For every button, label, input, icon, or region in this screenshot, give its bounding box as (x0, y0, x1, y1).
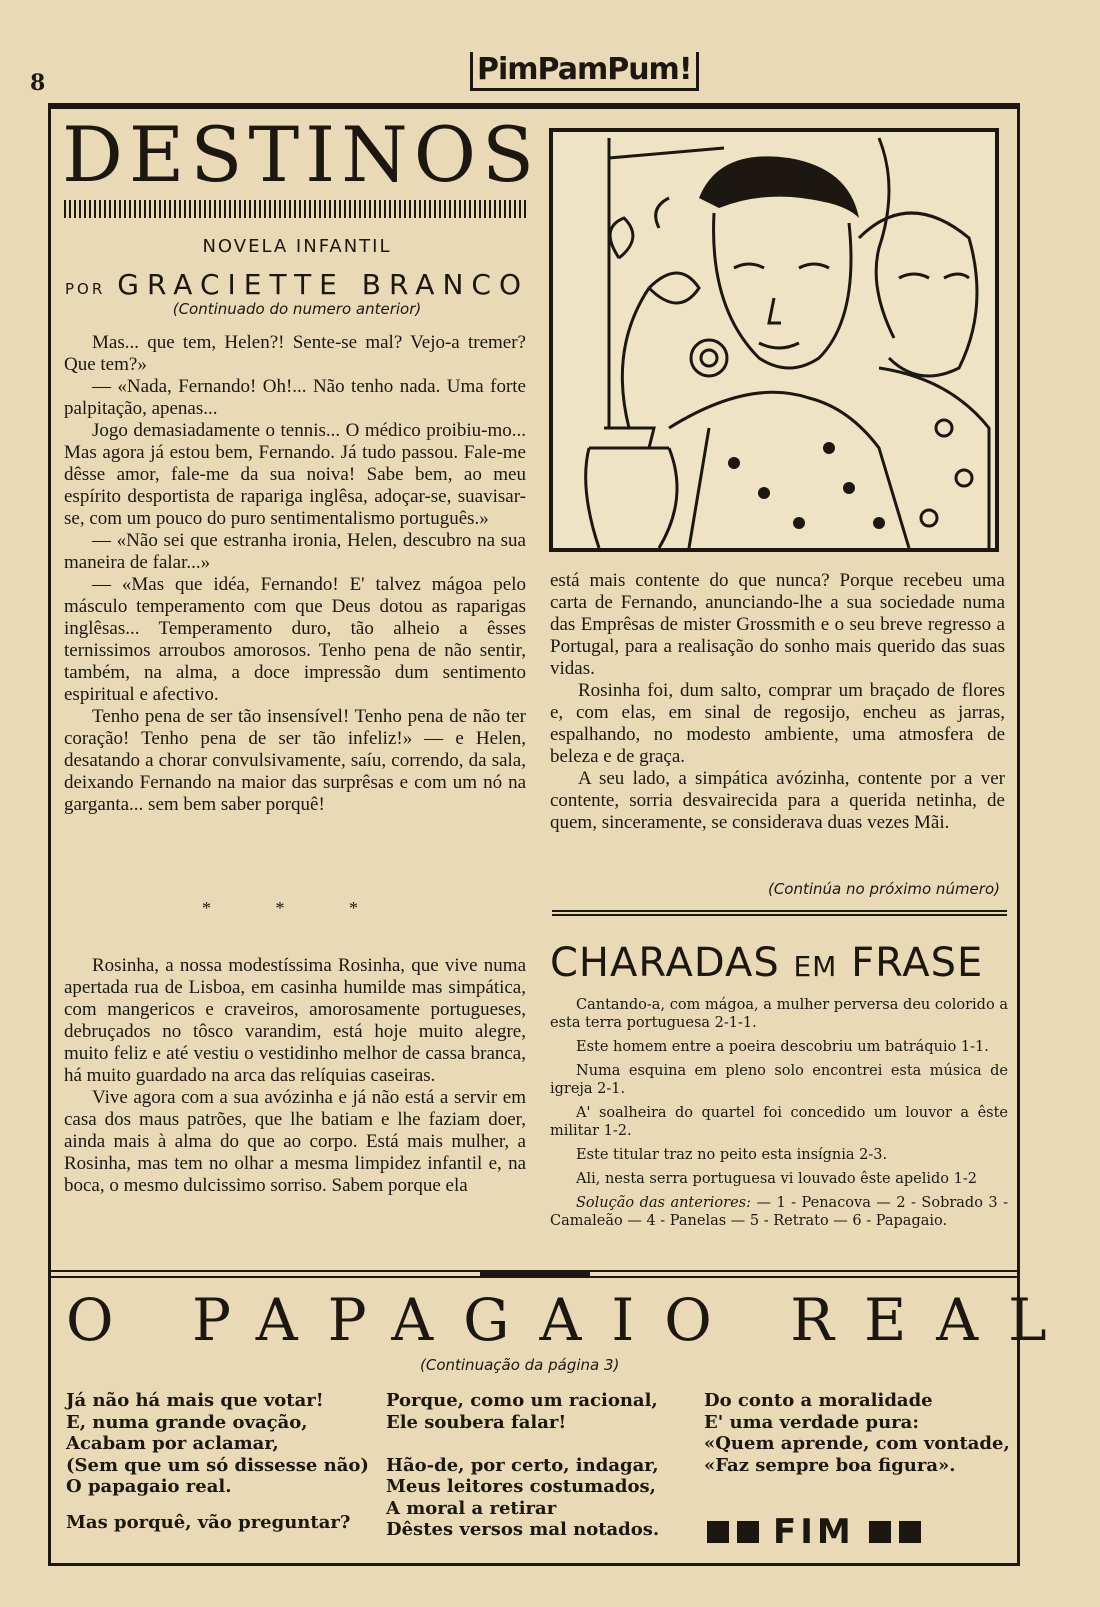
bottom-rule (50, 1270, 1018, 1278)
charadas-solution (550, 1194, 1008, 1230)
solution-label: Solução das anteriores: (576, 1195, 751, 1211)
author-prefix: POR (65, 280, 106, 298)
decorative-stripes (64, 200, 526, 218)
charada-item: Numa esquina em pleno solo encontrei esta música de igreja 2-1. (550, 1063, 1008, 1097)
paragraph: Rosinha, a nossa modestíssima Rosinha, que vive numa apertada rua de Lisboa, em casinha humilde mas simpática, com mangericos e craveiros, amorosamente portugueses, debruçados no tôsco varandim, está hoje muito alegre, muito feliz e até vestiu o vestidinho melhor de cassa branca, há muito guardado na arca das relíquias caseiras. (64, 955, 526, 1086)
verse-stanza-1: Já não há mais que votar! E, numa grande ovação, Acabam por aclamar, (Sem que um só dissesse não) O papagaio real. (66, 1390, 369, 1497)
charada-item: Cantando-a, com mágoa, a mulher perversa deu colorido a esta terra portuguesa 2-1-1. (550, 997, 1008, 1031)
charada-item: Este homem entre a poeira descobriu um batráquio 1-1. (576, 1039, 989, 1055)
novel-author (62, 268, 532, 301)
verse-stanza-1b: Mas porquê, vão preguntar? (66, 1512, 351, 1533)
charadas-title (550, 940, 1010, 986)
novel-illustration (549, 128, 999, 552)
paragraph: Vive agora com a sua avózinha e já não está a servir em casa dos maus patrões, que lhe batiam e lhe faziam doer, ainda mais à alma do que ao corpo. Está mais mulher, a Rosinha, mas tem no olhar a mesma limpidez infantil e, na boca, o mesmo dulcissimo sorriso. Sabem porque ela (64, 1087, 526, 1196)
section-separator: * * * (202, 898, 388, 918)
paragraph: — «Mas que idéa, Fernando! E' talvez mágoa pelo másculo temperamento com que Deus dotou as raparigas inglêsas... Temperamento duro, tão alheio a êsses ternissimos arroubos amorosos. Tenho pena de não sentir, também, na alma, a doce impressão dum sentimento espiritual e afectivo. (64, 574, 526, 705)
charadas-title-word: CHARADAS (550, 940, 780, 986)
papagaio-continued-note: (Continuação da página 3) (420, 1356, 620, 1374)
novel-text-part-1 (64, 332, 526, 816)
charada-item: Ali, nesta serra portuguesa vi louvado êste apelido 1-2 (576, 1171, 977, 1187)
author-name: GRACIETTE BRANCO (117, 268, 529, 301)
novel-text-part-3 (550, 570, 1005, 834)
charadas-list (550, 996, 1008, 1236)
paragraph: — «Não sei que estranha ironia, Helen, descubro na sua maneira de falar...» (64, 530, 526, 573)
charada-item: Este titular traz no peito esta insígnia 2-3. (576, 1147, 888, 1163)
paragraph: A seu lado, a simpática avózinha, contente por a ver contente, sorria desvairecida para a querida netinha, de quem, sinceramente, se considerava duas vezes Mãi. (550, 768, 1005, 833)
end-mark (707, 1512, 921, 1552)
section-rule (552, 910, 1007, 916)
verse-stanza-2: Porque, como um racional, Ele soubera falar! Hão-de, por certo, indagar, Meus leitores costumados, A moral a retirar Dêstes versos mal notados. (386, 1390, 660, 1540)
novel-title: DESTINOS (62, 110, 541, 199)
paragraph: — «Nada, Fernando! Oh!... Não tenho nada. Uma forte palpitação, apenas... (64, 376, 526, 419)
charadas-title-word: EM (793, 950, 838, 983)
charadas-title-word: FRASE (851, 940, 984, 986)
papagaio-title: O PAPAGAIO REAL (66, 1286, 1077, 1354)
novel-text-part-2 (64, 955, 526, 1197)
continued-note: (Continuado do numero anterior) (172, 300, 422, 318)
paragraph: Jogo demasiadamente o tennis... O médico proibiu-mo... Mas agora já estou bem, Fernando. Já tudo passou. Fale-me dêsse amor, fale-me da sua noiva! Sabe bem, ao meu espírito desportista de rapariga inglêsa, adoçar-se, suavisar-se, com um pouco do puro sentimentalismo português.» (64, 420, 526, 529)
novel-subtitle: NOVELA INFANTIL (202, 236, 392, 257)
continues-note: (Continúa no próximo número) (767, 880, 1000, 898)
masthead-logo: PimPamPum! (470, 52, 650, 94)
page-number: 8 (30, 70, 46, 96)
paragraph: está mais contente do que nunca? Porque recebeu uma carta de Fernando, anunciando-lhe a sua sociedade numa das Emprêsas de mister Grossmith e o seu breve regresso a Portugal, para a realisação do sonho mais querido das suas vidas. (550, 570, 1005, 679)
solution-text: — 1 - Penacova — 2 - Sobrado 3 - Camaleão — 4 - Panelas — 5 - Retrato — 6 - Papagaio. (550, 1195, 1009, 1229)
paragraph: Rosinha foi, dum salto, comprar um braçado de flores e, com elas, em sinal de regosijo, encheu as jarras, espalhando, no modesto ambiente, uma atmosfera de beleza e de graça. (550, 680, 1005, 767)
paragraph: Mas... que tem, Helen?! Sente-se mal? Vejo-a tremer? Que tem?» (64, 332, 526, 375)
end-label: FIM (773, 1512, 855, 1552)
paragraph: Tenho pena de ser tão insensível! Tenho pena de não ter coração! Tenho pena de ser tão infeliz!» — e Helen, desatando a chorar convulsivamente, saíu, correndo, da sala, deixando Fernando na maior das surprêsas e com um nó na garganta... sem bem saber porquê! (64, 706, 526, 815)
verse-stanza-3: Do conto a moralidade E' uma verdade pura: «Quem aprende, com vontade, «Faz sempre boa figura». (704, 1390, 1010, 1476)
charada-item: A' soalheira do quartel foi concedido um louvor a êste militar 1-2. (550, 1105, 1008, 1139)
